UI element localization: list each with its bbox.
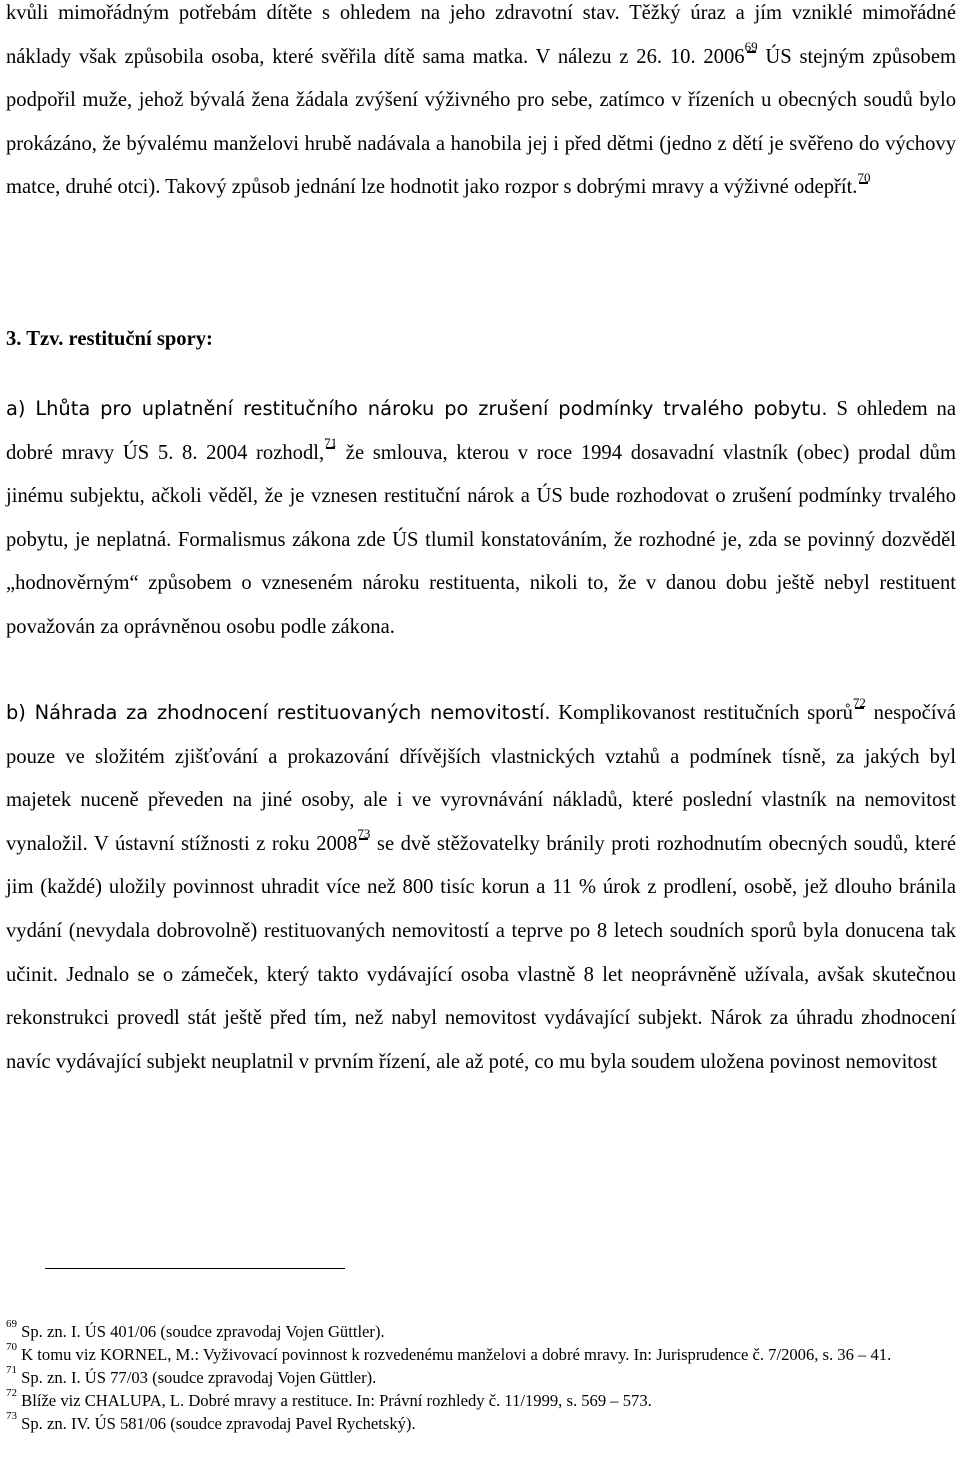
footnote-text: Sp. zn. I. ÚS 77/03 (soudce zpravodaj Vojen Güttler). [21,1368,377,1387]
section-heading: 3. Tzv. restituční spory: [6,328,213,350]
paragraph-label: a) Lhůta pro uplatnění restitučního nároku po zrušení podmínky trvalého pobytu. [6,397,828,420]
footnote [6,1343,956,1366]
footnote-text: Blíže viz CHALUPA, L. Dobré mravy a restituce. In: Právní rozhledy č. 11/1999, s. 569 – 573. [21,1391,652,1410]
paragraph-text: Komplikovanost restitučních sporů [550,702,853,724]
paragraph-text: se dvě stěžovatelky bránily proti rozhodnutím obecných soudů, které jim (každé) uložily povinnost uhradit více než 800 tisíc korun a 11 % úrok z prodlení, osobě, jež dlouho bránila vydání (nevydala dobrovolně) restituovaných nemovitostí a teprve po 8 letech soudních sporů byla donucena tak učinit. Jednalo se o zámeček, který takto vydávající osoba vlastně 8 let neoprávněně užívala, avšak skutečnou rekonstrukci provedl stát ještě před tím, než nabyl nemovitost vydávající subjekt. Nárok za úhradu zhodnocení navíc vydávající subjekt neuplatnil v prvním řízení, ale až poté, co mu byla soudem uložena povinost nemovitost [6,832,956,1073]
footnote-number: 72 [6,1387,17,1400]
footnote-text: Sp. zn. IV. ÚS 581/06 (soudce zpravodaj Pavel Rychetský). [21,1414,416,1433]
paragraph-text: že smlouva, kterou v roce 1994 dosavadní vlastník (obec) prodal dům jinému subjektu, ačkoli věděl, že je vznesen restituční nárok a ÚS bude rozhodovat o zrušení podmínky trvalého pobytu, je neplatná. Formalismus zákona zde ÚS tlumil konstatováním, že rozhodné je, zda se povinný dozvěděl „hodnověrným“ způsobem o vzneseném nároku restituenta, nikoli to, že v danou dobu ještě nebyl restituent považován za oprávněnou osobu podle zákona. [6,441,956,638]
paragraph-restitution-deadline: a) Lhůta pro uplatnění restitučního nároku po zrušení podmínky trvalého pobytu. S ohledem na dobré mravy ÚS 5. 8. 2004 rozhodl,$^{71}$ že smlouva, kterou v roce 1994 dosavadní vlastník (obec) prodal dům jinému subjektu, ačkoli věděl, že je vznesen restituční nárok a ÚS bude rozhodovat o zrušení podmínky trvalého pobytu, je neplatná. Formalismus zákona zde ÚS tlumil konstatováním, že rozhodné je, zda se povinný dozvěděl „hodnověrným“ způsobem o vzneseném nároku restituenta, nikoli to, že v danou dobu ještě nebyl restituent považován za oprávněnou osobu podle zákona. [6,397,956,638]
footnotes [6,1320,956,1435]
paragraph-custody: kvůli mimořádným potřebám dítěte s ohledem na jeho zdravotní stav. Těžký úraz a jím vzniklé mimořádné náklady však způsobila osoba, které svěřila dítě sama matka. V nálezu z 26. 10. 2006$^{69}$ ÚS stejným způsobem podpořil muže, jehož bývalá žena žádala zvýšení výživného pro sebe, zatímco v řízeních u obecných soudů bylo prokázáno, že bývalému manželovi hrubě nadávala a hanobila jej i před dětmi (jedno z dětí je svěřeno do výchovy matce, druhé otci). Takový způsob jednání lze hodnotit jako rozpor s dobrými mravy a výživné odepřít.$^{70}$ [6,2,956,199]
footnote [6,1389,956,1412]
footnote-number: 69 [6,1318,17,1331]
paragraph-compensation: b) Náhrada za zhodnocení restituovaných nemovitostí. Komplikovanost restitučních sporů$^{72}$ nespočívá pouze ve složitém zjišťování a prokazování dřívějších vlastnických vztahů a podmínek tísně, za jakých byl majetek nuceně převeden na jiné osoby, ale i ve vyrovnávání nákladů, které poslední vlastník na nemovitost vynaložil. V ústavní stížnosti z roku 2008$^{73}$ se dvě stěžovatelky bránily proti rozhodnutím obecných soudů, které jim (každé) uložily povinnost uhradit více než 800 tisíc korun a 11 % úrok z prodlení, osobě, jež dlouho bránila vydání (nevydala dobrovolně) restituovaných nemovitostí a teprve po 8 letech soudních sporů byla donucena tak učinit. Jednalo se o zámeček, který takto vydávající osoba vlastně 8 let neoprávněně užívala, avšak skutečnou rekonstrukci provedl stát ještě před tím, než nabyl nemovitost vydávající subjekt. Nárok za úhradu zhodnocení navíc vydávající subjekt neuplatnil v prvním řízení, ale až poté, co mu byla soudem uložena povinost nemovitost [6,695,956,1073]
footnote-text: K tomu viz KORNEL, M.: Vyživovací povinnost k rozvedenému manželovi a dobré mravy. In: Jurisprudence č. 7/2006, s. 36 – 41. [21,1345,892,1364]
footnote [6,1412,956,1435]
paragraph-text: kvůli mimořádným potřebám dítěte s ohledem na jeho zdravotní stav. Těžký úraz a jím vzniklé mimořádné náklady však způsobila osoba, které svěřila dítě sama matka. V nálezu z 26. 10. 2006 [6,2,956,68]
footnote-number: 71 [6,1364,17,1377]
footnote-text: Sp. zn. I. ÚS 401/06 (soudce zpravodaj Vojen Güttler). [21,1322,385,1341]
footnote [6,1320,956,1343]
paragraph-label: b) Náhrada za zhodnocení restituovaných nemovitostí. [6,701,551,724]
paragraph-text: S ohledem na dobré mravy ÚS 5. 8. 2004 rozhodl, [6,398,956,464]
paragraph-text: nespočívá pouze ve složitém zjišťování a prokazování dřívějších vlastnických vztahů a podmínek tísně, za jakých byl majetek nuceně převeden na jiné osoby, ale i ve vyrovnávání nákladů, které poslední vlastník na nemovitost vynaložil. V ústavní stížnosti z roku 2008 [6,702,956,855]
footnote-number: 73 [6,1410,17,1423]
paragraph-text: ÚS stejným způsobem podpořil muže, jehož bývalá žena žádala zvýšení výživného pro sebe, zatímco v řízeních u obecných soudů bylo prokázáno, že bývalému manželovi hrubě nadávala a hanobila jej i před dětmi (jedno z dětí je svěřeno do výchovy matce, druhé otci). Takový způsob jednání lze hodnotit jako rozpor s dobrými mravy a výživné odepřít. [6,45,956,199]
footnote [6,1366,956,1389]
footnote-separator [45,1268,345,1269]
footnote-number: 70 [6,1341,17,1354]
